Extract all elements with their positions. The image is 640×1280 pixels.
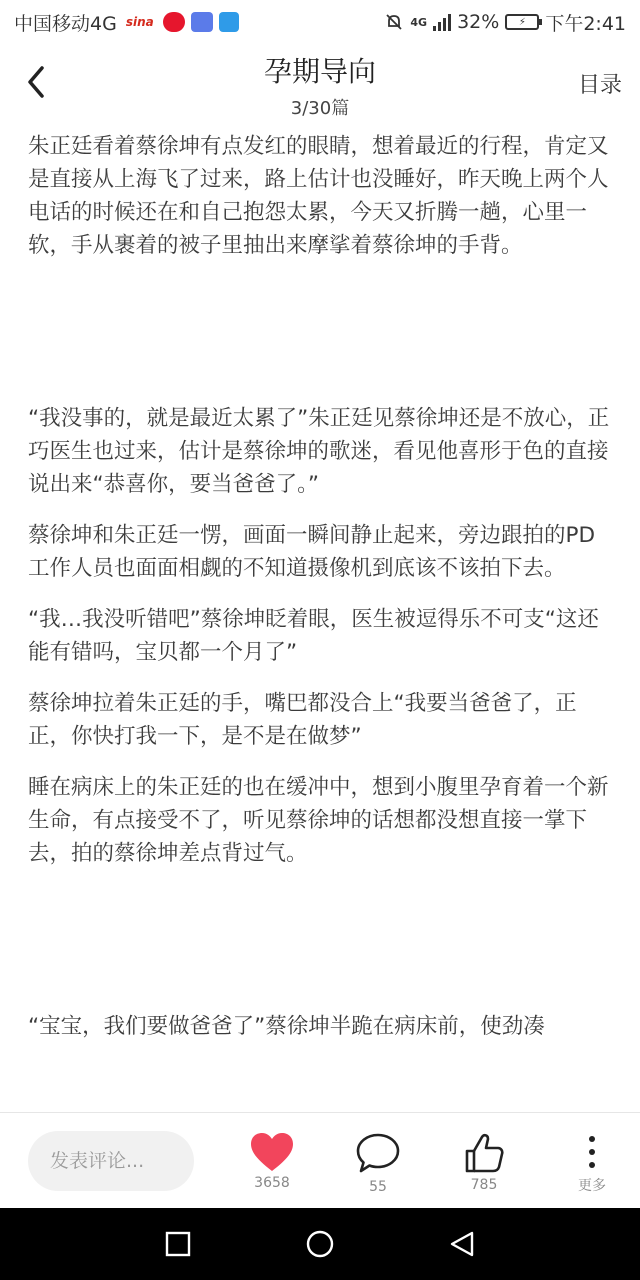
network-type: 4G <box>410 15 428 29</box>
home-circle-icon[interactable] <box>305 1229 335 1259</box>
clock: 下午2:41 <box>545 12 626 35</box>
sina-icon: sina <box>125 15 154 29</box>
article-paragraph: 睡在病床上的朱正廷的也在缓冲中，想到小腹里孕育着一个新生命，有点接受不了，听见蔡徐坤的话想都没想直接一掌下去，拍的蔡徐坤差点背过气。 <box>28 775 609 866</box>
signal-icon <box>433 13 451 31</box>
article-paragraph: 蔡徐坤拉着朱正廷的手，嘴巴都没合上“我要当爸爸了，正正，你快打我一下，是不是在做梦” <box>28 691 577 749</box>
weibo-icon <box>163 12 185 32</box>
battery-icon: ⚡ <box>505 14 539 30</box>
comment-count: 55 <box>369 1179 387 1195</box>
back-triangle-icon[interactable] <box>448 1230 476 1258</box>
article-body <box>28 130 612 1110</box>
status-right <box>384 9 626 36</box>
more-label: 更多 <box>578 1178 606 1194</box>
heart-icon <box>249 1131 295 1173</box>
comments-button[interactable] <box>350 1131 406 1195</box>
like-count: 3658 <box>254 1175 290 1191</box>
reader-header <box>0 44 640 124</box>
toc-button[interactable]: 目录 <box>577 73 622 98</box>
system-nav-bar <box>0 1208 640 1280</box>
comment-input[interactable] <box>28 1131 194 1191</box>
status-bar <box>0 0 640 44</box>
recents-square-icon[interactable] <box>164 1230 192 1258</box>
article-paragraph: 蔡徐坤和朱正廷一愣，画面一瞬间静止起来，旁边跟拍的PD工作人员也面面相觑的不知道摄像机到底该不该拍下去。 <box>28 523 596 581</box>
article-paragraph: “我没事的，就是最近太累了”朱正廷见蔡徐坤还是不放心，正巧医生也过来，估计是蔡徐坤的歌迷，看见他喜形于色的直接说出来“恭喜你，要当爸爸了。” <box>28 406 610 497</box>
action-bar <box>0 1112 640 1208</box>
thumbs-up-icon <box>463 1131 505 1175</box>
page-title: 孕期导向 <box>263 55 376 88</box>
thumbs-up-button[interactable] <box>458 1131 510 1193</box>
video-app-icon <box>191 12 213 32</box>
like-button[interactable] <box>246 1131 298 1191</box>
battery-percent: 32% <box>457 11 500 33</box>
status-left <box>14 9 239 36</box>
article-paragraph: “我…我没听错吧”蔡徐坤眨着眼，医生被逗得乐不可支“这还能有错吗，宝贝都一个月了” <box>28 607 599 665</box>
article-paragraph: “宝宝，我们要做爸爸了”蔡徐坤半跪在病床前，使劲凑 <box>28 1014 545 1039</box>
more-button[interactable] <box>566 1131 618 1195</box>
carrier-label: 中国移动4G <box>14 12 117 35</box>
chat-app-icon <box>219 12 239 32</box>
speech-bubble-icon <box>355 1131 401 1177</box>
more-vertical-icon <box>582 1131 602 1173</box>
mute-icon <box>384 12 404 32</box>
chapter-indicator: 3/30篇 <box>290 98 350 119</box>
thumbs-count: 785 <box>470 1177 498 1193</box>
article-paragraph: 朱正廷看着蔡徐坤有点发红的眼睛，想着最近的行程，肯定又是直接从上海飞了过来，路上估计也没睡好，昨天晚上两个人电话的时候还在和自己抱怨太累，今天又折腾一趟，心里一软，手从裹着的被子里抽出来摩挲着蔡徐坤的手背。 <box>28 134 609 258</box>
